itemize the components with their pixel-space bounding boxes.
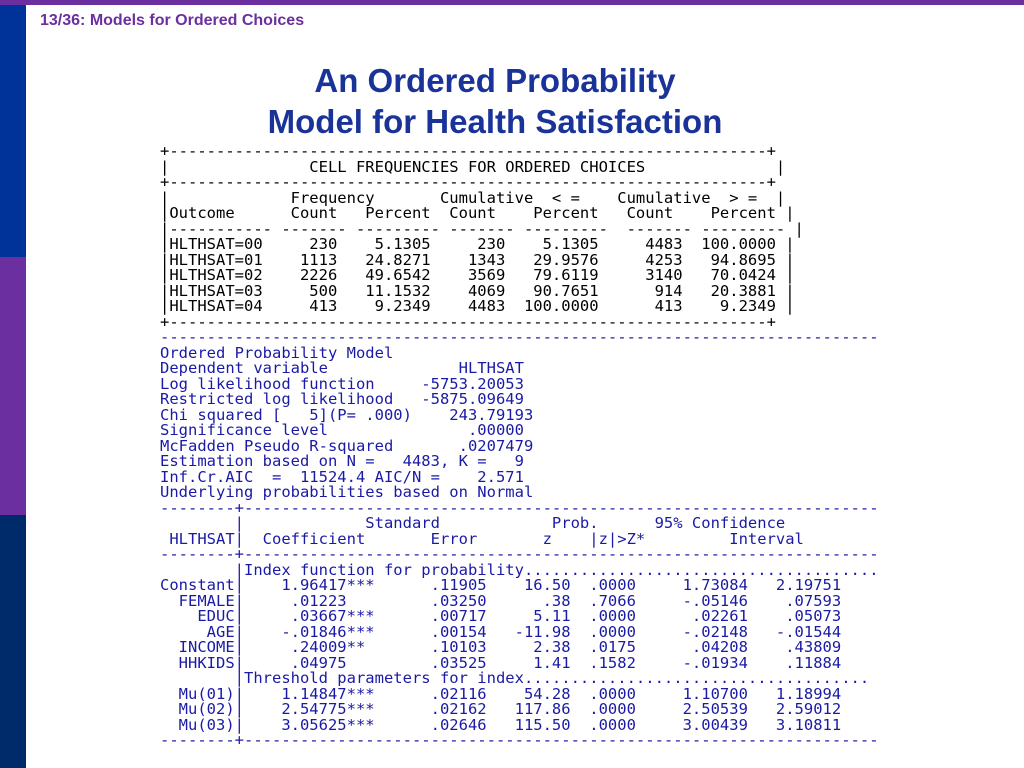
model-output-line: HLTHSAT| Coefficient Error z |z|>Z* Interval	[160, 529, 804, 548]
frequency-table-line: +----------------------------------------------------------------+	[160, 142, 776, 160]
sidebar-decoration	[0, 5, 26, 768]
model-output-line: Underlying probabilities based on Normal	[160, 483, 534, 501]
model-output-line: HHKIDS| .04975 .03525 1.41 .1582 -.01934 .11884	[160, 653, 842, 672]
slide-header	[40, 12, 304, 30]
frequency-table-line: +----------------------------------------------------------------+	[160, 173, 776, 191]
model-output-line: --------+--------------------------------------------------------------------	[160, 731, 879, 749]
frequency-table-line: | CELL FREQUENCIES FOR ORDERED CHOICES |	[160, 157, 786, 176]
model-output-line: INCOME| .24009** .10103 2.38 .0175 .04208 .43809	[160, 638, 842, 656]
model-output-line: EDUC| .03667*** .00717 5.11 .0000 .02261 .05073	[160, 607, 842, 625]
title-line-1: An Ordered Probability	[314, 62, 676, 99]
frequency-table	[160, 144, 804, 330]
model-output-line: |Index function for probability......................................	[160, 560, 879, 579]
sidebar-block-navy	[0, 515, 26, 768]
slide-number: 13/36:	[40, 12, 86, 29]
model-output-line: Dependent variable HLTHSAT	[160, 359, 524, 377]
sidebar-block-purple	[0, 257, 26, 515]
top-accent-bar	[0, 0, 1024, 5]
frequency-table-line: |HLTHSAT=01 1113 24.8271 1343 29.9576 4253 94.8695 |	[160, 250, 795, 269]
frequency-table-line: |Outcome Count Percent Count Percent Count Percent |	[160, 204, 795, 222]
slide-section: Models for Ordered Choices	[89, 12, 305, 29]
frequency-table-line: |HLTHSAT=03 500 11.1532 4069 90.7651 914 20.3881 |	[160, 281, 795, 300]
sidebar-block-blue	[0, 5, 26, 257]
model-output-line: -----------------------------------------------------------------------------	[160, 328, 879, 346]
frequency-table-line: |HLTHSAT=00 230 5.1305 230 5.1305 4483 100.0000 |	[160, 235, 795, 253]
frequency-table-line: | Frequency Cumulative < = Cumulative > = |	[160, 188, 786, 207]
model-output-line: --------+--------------------------------------------------------------------	[160, 545, 879, 563]
model-output-line: Mu(01)| 1.14847*** .02116 54.28 .0000 1.10700 1.18994	[160, 684, 842, 703]
title-line-2: Model for Health Satisfaction	[267, 103, 723, 140]
model-output-line: Significance level .00000	[160, 421, 524, 439]
slide-title	[200, 60, 790, 142]
model-output-line: FEMALE| .01223 .03250 .38 .7066 -.05146 .07593	[160, 591, 842, 610]
model-output-line: Mu(02)| 2.54775*** .02162 117.86 .0000 2.50539 2.59012	[160, 700, 842, 718]
model-output-line: AGE| -.01846*** .00154 -11.98 .0000 -.02148 -.01544	[160, 622, 842, 641]
model-output-line: --------+--------------------------------------------------------------------	[160, 498, 879, 517]
model-output	[160, 330, 879, 749]
model-output-line: Estimation based on N = 4483, K = 9	[160, 452, 524, 470]
model-output-line: Chi squared [ 5](P= .000) 243.79193	[160, 405, 534, 424]
frequency-table-line: +----------------------------------------------------------------+	[160, 312, 776, 331]
frequency-table-line: |HLTHSAT=04 413 9.2349 4483 100.0000 413 9.2349 |	[160, 297, 795, 315]
model-output-line: Inf.Cr.AIC = 11524.4 AIC/N = 2.571	[160, 467, 524, 486]
model-output-line: Ordered Probability Model	[160, 343, 394, 362]
model-output-line: Constant| 1.96417*** .11905 16.50 .0000 1.73084 2.19751	[160, 576, 842, 594]
model-output-line: Log likelihood function -5753.20053	[160, 374, 524, 393]
model-output-line: Restricted log likelihood -5875.09649	[160, 390, 524, 408]
model-output-line: Mu(03)| 3.05625*** .02646 115.50 .0000 3.00439 3.10811	[160, 715, 842, 734]
frequency-table-line: |----------- ------- --------- ------- --------- ------- --------- |	[160, 219, 804, 238]
model-output-line: McFadden Pseudo R-squared .0207479	[160, 436, 534, 455]
model-output-line: |Threshold parameters for index.....................................	[160, 669, 870, 687]
frequency-table-line: |HLTHSAT=02 2226 49.6542 3569 79.6119 3140 70.0424 |	[160, 266, 795, 284]
model-output-line: | Standard Prob. 95% Confidence	[160, 514, 786, 532]
